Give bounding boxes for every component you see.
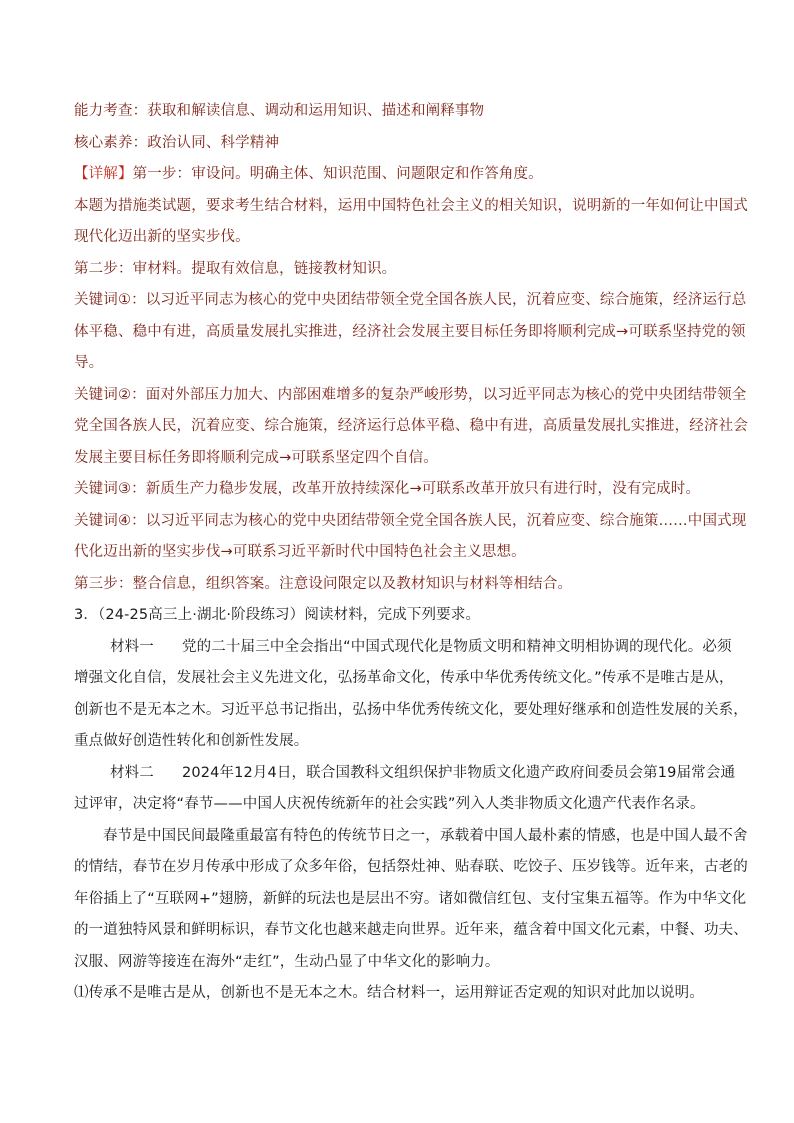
material2-para2-first-line: 春节是中国民间最隆重最富有特色的传统节日之一，承载着中国人最朴素的情感，也是中国人最不舍 (103, 827, 748, 844)
detail-line (74, 159, 724, 191)
keyword4-line: 代化迈出新的坚实步伐→可联系习近平新时代中国特色社会主义思想。 (74, 544, 526, 560)
step3-line: 第三步：整合信息，组织答案。注意设问限定以及教材知识与材料等相结合。 (74, 575, 573, 592)
question-3-heading: 3．（24-25高三上·湖北·阶段练习）阅读材料，完成下列要求。 (74, 607, 481, 623)
material2-line: 的情结，春节在岁月传承中形成了众多年俗，包括祭灶神、贴春联、吃饺子、压岁钱等。近年来，古老的 (74, 859, 748, 875)
keyword3-line: 关键词③：新质生产力稳步发展，改革开放持续深化→可联系改革开放只有进行时，没有完成时。 (74, 481, 701, 497)
analysis-line: 现代化迈出新的坚实步伐。 (74, 229, 250, 245)
material1-label: 材料一 (110, 638, 154, 655)
keyword2-line: 关键词②：面对外部压力加大、内部困难增多的复杂严峻形势，以习近平同志为核心的党中央团结带领全 (74, 386, 747, 403)
keyword4-line: 关键词④：以习近平同志为核心的党中央团结带领全党全国各族人民，沉着应变、综合施策……中国式现 (74, 512, 747, 529)
material2-line: 过评审，决定将“春节——中国人庆祝传统新年的社会实践”列入人类非物质文化遗产代表作名录。 (74, 796, 705, 812)
material2-label: 材料二 (110, 764, 154, 781)
core-literacy-line: 核心素养：政治认同、科学精神 (74, 134, 280, 151)
material2-line: 年俗插上了“互联网+”翅膀，新鲜的玩法也是层出不穷。诸如微信红包、支付宝集五福等。作为中华文化 (74, 890, 747, 907)
keyword1-line: 体平稳、稳中有进，高质量发展扎实推进，经济社会发展主要目标任务即将顺利完成→可联系坚持党的领 (74, 323, 746, 340)
material1-text: 党的二十届三中全会指出“中国式现代化是物质文明和精神文明相协调的现代化。必须 (181, 638, 732, 655)
detail-text: 第一步：审设问。明确主体、知识范围、问题限定和作答角度。 (132, 166, 543, 182)
step2-line: 第二步：审材料。提取有效信息，链接教材知识。 (74, 260, 397, 277)
material1-line: 重点做好创造性转化和创新性发展。 (74, 733, 309, 749)
question-1: ⑴传承不是唯古是从，创新也不是无本之木。结合材料一，运用辩证否定观的知识对此加以说明。 (74, 985, 704, 1001)
detail-label: 【详解】 (74, 166, 133, 182)
document-body (74, 96, 748, 1010)
material2-line: 的一道独特风景和鲜明标识，春节文化也越来越走向世界。近年来，蕴含着中国文化元素，中餐、功夫、 (74, 922, 748, 938)
analysis-line: 本题为措施类试题，要求考生结合材料，运用中国特色社会主义的相关知识，说明新的一年如何让中国式 (74, 197, 748, 214)
material1-line: 创新也不是无本之木。习近平总书记指出，弘扬中华优秀传统文化，要处理好继承和创造性发展的关系， (74, 701, 748, 718)
material2-text: 2024年12月4日，联合国教科文组织保护非物质文化遗产政府间委员会第19届常会通 (181, 764, 736, 781)
keyword1-line: 关键词①：以习近平同志为核心的党中央团结带领全党全国各族人民，沉着应变、综合施策，经济运行总 (74, 292, 747, 308)
material2-line: 汉服、网游等接连在海外“走红”，生动凸显了中华文化的影响力。 (74, 953, 500, 970)
keyword1-line: 导。 (74, 355, 104, 371)
keyword2-line: 发展主要目标任务即将顺利完成→可联系坚定四个自信。 (74, 449, 438, 466)
ability-line: 能力考查：获取和解读信息、调动和运用知识、描述和阐释事物 (74, 103, 485, 119)
keyword2-line: 党全国各族人民，沉着应变、综合施策，经济运行总体平稳、稳中有进，高质量发展扎实推进，经济社会 (74, 418, 748, 434)
material1-first-line (74, 632, 732, 664)
material1-line: 增强文化自信，发展社会主义先进文化，弘扬革命文化，传承中华优秀传统文化。”传承不是唯古是从， (74, 670, 734, 686)
material2-first-line (74, 758, 736, 790)
